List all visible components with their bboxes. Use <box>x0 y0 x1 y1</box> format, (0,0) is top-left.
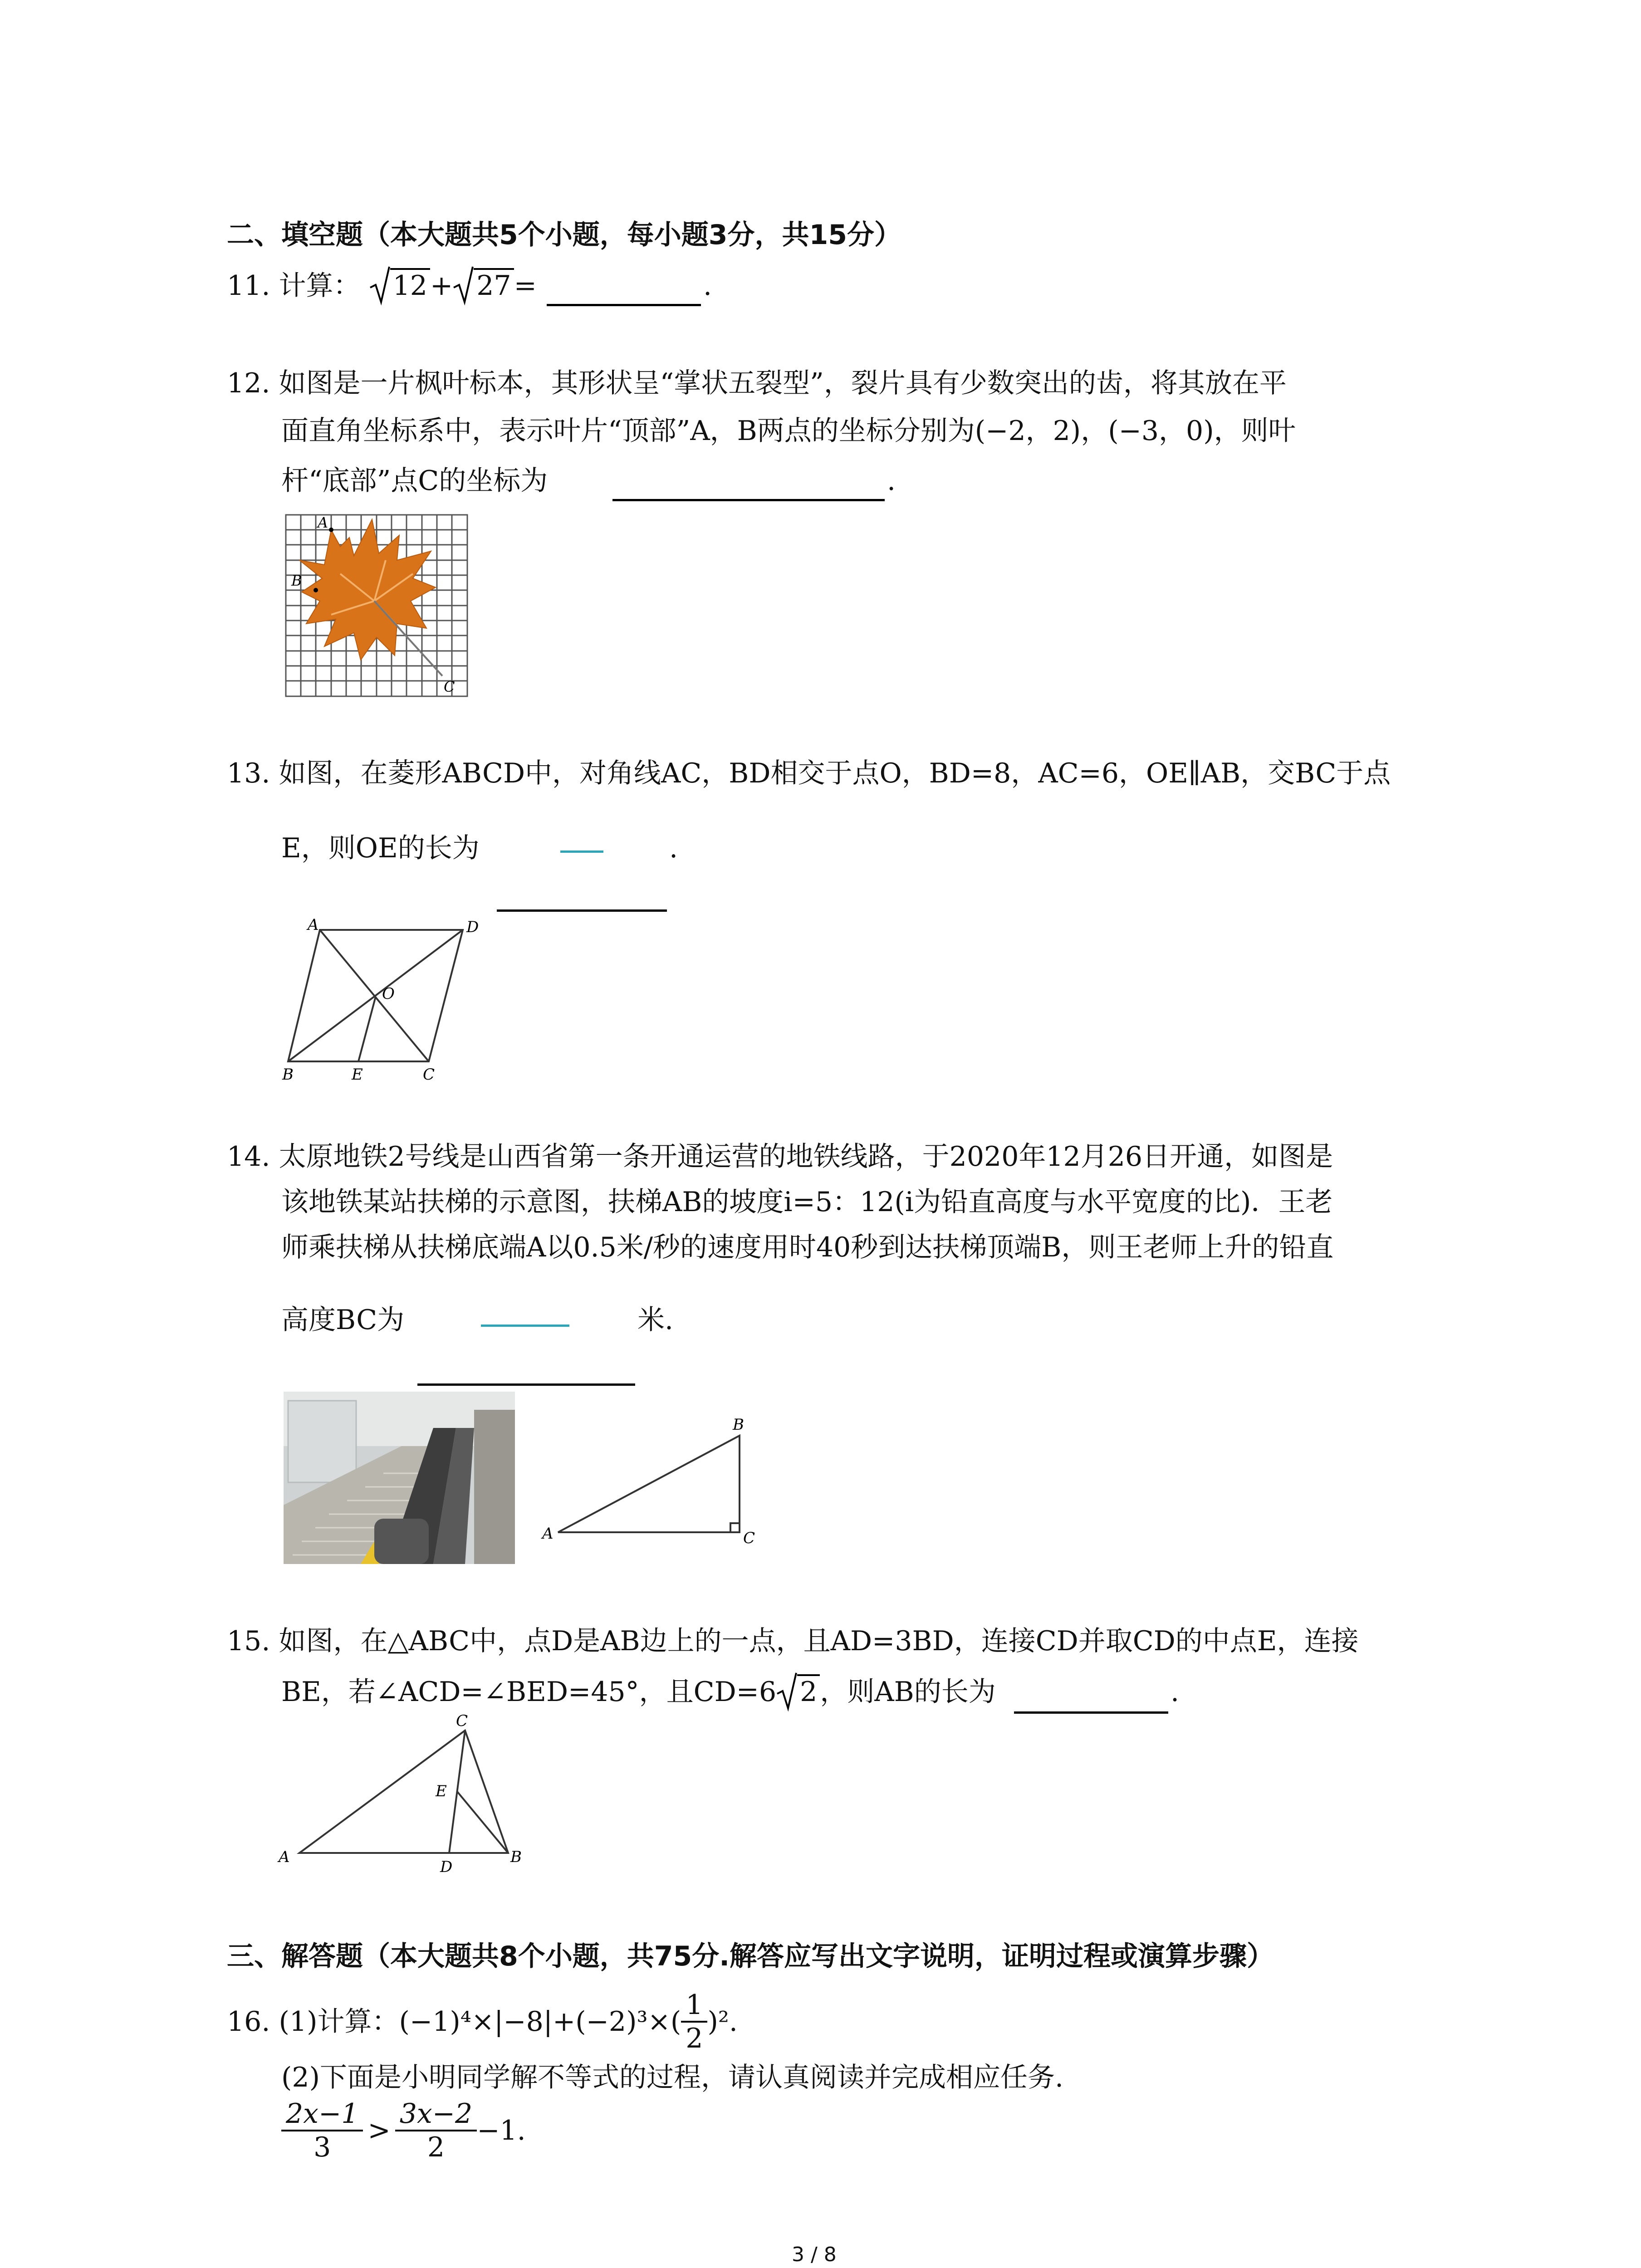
q12-end: . <box>887 465 896 497</box>
q15-label-a: A <box>279 1848 290 1866</box>
q14-line1-text: 太原地铁2号线是山西省第一条开通运营的地铁线路，于2020年12月26日开通，如图是 <box>279 1141 1333 1173</box>
q11-equals: = <box>514 270 537 302</box>
q14-label-c: C <box>743 1529 755 1547</box>
q14-number: 14. <box>227 1141 270 1173</box>
fill-blank-heading: 二、填空题（本大题共5个小题，每小题3分，共15分） <box>227 219 901 251</box>
q16-part1 <box>227 1989 738 2054</box>
q13-line1 <box>227 755 1391 792</box>
q14-line3: 师乘扶梯从扶梯底端A以0.5米/秒的速度用时40秒到达扶梯顶端B，则王老师上升的铅直 <box>281 1232 1334 1263</box>
q15-line2-text: BE，若∠ACD=∠BED=45°，且CD=6 <box>281 1676 777 1708</box>
q12-line2: 面直角坐标系中，表示叶片“顶部”A，B两点的坐标分别为(−2，2)，(−3，0)，则叶 <box>281 415 1296 447</box>
q13-line1-text: 如图，在菱形ABCD中，对角线AC，BD相交于点O，BD=8，AC=6，OE∥AB，交BC于点 <box>279 758 1391 789</box>
q11-answer-blank[interactable] <box>547 304 701 306</box>
q16-part1-tail: )². <box>707 2006 738 2038</box>
q15-radical: 2 <box>776 1674 820 1710</box>
q13-label-a: A <box>308 916 319 934</box>
ineq-tail: −1. <box>477 2115 526 2146</box>
q11-radical-1: 12 <box>369 268 430 304</box>
q16-fraction-half: $\frac{1}{2}$ <box>681 1989 707 2054</box>
q15-line1 <box>227 1623 1359 1659</box>
rhombus-figure <box>277 912 481 1084</box>
q11-number: 11. <box>227 270 270 302</box>
q14-unit: 米. <box>637 1304 674 1336</box>
q13-answer-blank[interactable] <box>497 909 667 912</box>
q15-label-d: D <box>440 1858 453 1876</box>
q13-label-b: B <box>282 1066 294 1084</box>
q15-line2-tail: ，则AB的长为 <box>820 1676 996 1708</box>
q16-part1-prefix: (1)计算： <box>279 2006 399 2038</box>
q15-answer-blank[interactable] <box>1014 1711 1168 1714</box>
q11-radical-2: 27 <box>453 268 514 304</box>
q15-end: . <box>1171 1676 1180 1708</box>
q12-line1-text: 如图是一片枫叶标本，其形状呈“掌状五裂型”，裂片具有少数突出的齿，将其放在平 <box>279 367 1287 399</box>
q13-label-e: E <box>352 1066 363 1084</box>
q14-label-a: A <box>542 1525 554 1543</box>
q14-answer-mark <box>481 1325 569 1327</box>
q15-label-c: C <box>456 1712 468 1730</box>
q14-line2: 该地铁某站扶梯的示意图，扶梯AB的坡度i=5：12(i为铅直高度与水平宽度的比)．王老 <box>281 1186 1333 1218</box>
q13-number: 13. <box>227 758 270 789</box>
q15-number: 15. <box>227 1625 270 1657</box>
q12-line3: 杆“底部”点C的坐标为 <box>281 465 548 497</box>
triangle-abc-figure <box>272 1712 531 1880</box>
q12-line1 <box>227 365 1287 401</box>
q16-part1-expr: (−1)⁴×|−8|+(−2)³×( <box>399 2006 681 2038</box>
q16-inequality <box>281 2098 526 2163</box>
ineq-fraction-left: $\frac{2x-1}{3}$ <box>281 2098 363 2163</box>
q16-part2: (2)下面是小明同学解不等式的过程，请认真阅读并完成相应任务. <box>281 2062 1064 2093</box>
q12-label-c: C <box>444 678 455 695</box>
escalator-photo <box>284 1392 515 1564</box>
q13-answer-mark <box>560 850 603 853</box>
solution-heading: 三、解答题（本大题共8个小题，共75分.解答应写出文字说明，证明过程或演算步骤） <box>227 1941 1274 1972</box>
q15-label-b: B <box>510 1848 522 1866</box>
ineq-fraction-right: $\frac{3x-2}{2}$ <box>395 2098 477 2163</box>
q11-text <box>227 268 537 304</box>
q13-label-c: C <box>423 1066 435 1084</box>
ineq-operator: > <box>367 2115 391 2146</box>
maple-leaf-figure <box>281 510 472 701</box>
q11-prefix: 计算： <box>279 270 361 302</box>
q11-plus: + <box>430 270 453 302</box>
q16-number: 16. <box>227 2006 270 2038</box>
q13-line2: E，则OE的长为 <box>281 832 480 864</box>
q12-number: 12. <box>227 367 270 399</box>
q14-line4: 高度BC为 <box>281 1304 405 1336</box>
q13-end: . <box>669 832 678 864</box>
page-number: 3 / 8 <box>792 2243 837 2266</box>
q13-label-o: O <box>382 985 395 1003</box>
q11-end: . <box>703 270 712 302</box>
q15-line1-text: 如图，在△ABC中，点D是AB边上的一点，且AD=3BD，连接CD并取CD的中点E，连接 <box>279 1625 1359 1657</box>
q12-label-b: B <box>291 572 302 589</box>
q14-line1 <box>227 1139 1333 1175</box>
q15-line2 <box>281 1674 996 1710</box>
q14-label-b: B <box>733 1416 744 1434</box>
maple-leaf-icon <box>299 519 436 660</box>
q15-label-e: E <box>436 1782 447 1800</box>
slope-triangle-figure <box>540 1415 758 1551</box>
q12-label-a: A <box>318 514 328 531</box>
q13-label-d: D <box>466 918 479 936</box>
q12-answer-blank[interactable] <box>612 499 885 501</box>
q14-answer-blank[interactable] <box>417 1383 635 1386</box>
